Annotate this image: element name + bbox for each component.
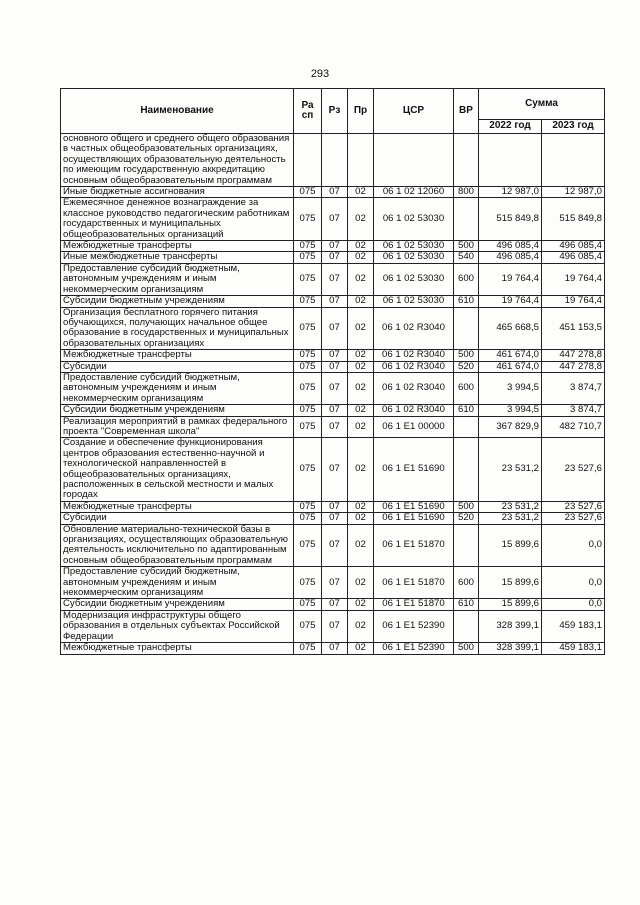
row-rasp: 075 xyxy=(294,350,322,361)
row-pr: 02 xyxy=(348,599,374,610)
row-rasp: 075 xyxy=(294,241,322,252)
row-vr xyxy=(454,134,479,187)
row-sum-2022: 461 674,0 xyxy=(479,361,542,372)
row-sum-2023: 447 278,8 xyxy=(542,361,605,372)
row-name: Модернизация инфраструктуры общего образования в отдельных субъектах Российской Федерации xyxy=(61,610,294,642)
row-pr: 02 xyxy=(348,567,374,599)
row-vr: 610 xyxy=(454,599,479,610)
table-row xyxy=(61,241,605,252)
row-sum-2023: 23 527,6 xyxy=(542,513,605,524)
row-sum-2023: 482 710,7 xyxy=(542,416,605,438)
row-rasp: 075 xyxy=(294,610,322,642)
row-sum-2023 xyxy=(542,134,605,187)
row-rz: 07 xyxy=(322,263,348,295)
row-rasp: 075 xyxy=(294,307,322,350)
row-name: Межбюджетные трансферты xyxy=(61,241,294,252)
row-rz: 07 xyxy=(322,405,348,416)
row-rz: 07 xyxy=(322,567,348,599)
table-row xyxy=(61,501,605,512)
table-row xyxy=(61,524,605,567)
header-vr: ВР xyxy=(454,89,479,134)
row-vr: 540 xyxy=(454,252,479,263)
row-rz: 07 xyxy=(322,643,348,654)
row-sum-2023: 0,0 xyxy=(542,524,605,567)
row-name: Межбюджетные трансферты xyxy=(61,501,294,512)
row-name: Субсидии xyxy=(61,361,294,372)
row-sum-2023: 23 527,6 xyxy=(542,438,605,501)
row-rz: 07 xyxy=(322,350,348,361)
table-row xyxy=(61,252,605,263)
row-sum-2022: 19 764,4 xyxy=(479,296,542,307)
row-name: Предоставление субсидий бюджетным, автономным учреждениям и иным некоммерческим организациям xyxy=(61,567,294,599)
row-vr: 520 xyxy=(454,361,479,372)
row-rasp: 075 xyxy=(294,252,322,263)
row-sum-2023: 515 849,8 xyxy=(542,198,605,241)
row-sum-2022: 23 531,2 xyxy=(479,501,542,512)
row-pr: 02 xyxy=(348,263,374,295)
row-sum-2022: 15 899,6 xyxy=(479,524,542,567)
row-name: Межбюджетные трансферты xyxy=(61,350,294,361)
row-pr: 02 xyxy=(348,405,374,416)
row-sum-2022: 19 764,4 xyxy=(479,263,542,295)
row-pr: 02 xyxy=(348,350,374,361)
row-rasp: 075 xyxy=(294,513,322,524)
table-row xyxy=(61,438,605,501)
row-rasp xyxy=(294,134,322,187)
row-rz: 07 xyxy=(322,187,348,198)
row-sum-2022: 496 085,4 xyxy=(479,252,542,263)
row-rz: 07 xyxy=(322,198,348,241)
table-row xyxy=(61,134,605,187)
row-rz: 07 xyxy=(322,241,348,252)
header-year-2023: 2023 год xyxy=(542,120,605,134)
row-rz xyxy=(322,134,348,187)
row-sum-2022: 496 085,4 xyxy=(479,241,542,252)
row-rasp: 075 xyxy=(294,198,322,241)
table-row xyxy=(61,198,605,241)
row-csr: 06 1 02 R3040 xyxy=(374,350,454,361)
row-pr: 02 xyxy=(348,241,374,252)
row-vr xyxy=(454,524,479,567)
row-rz: 07 xyxy=(322,610,348,642)
row-rasp: 075 xyxy=(294,438,322,501)
row-vr xyxy=(454,416,479,438)
header-csr: ЦСР xyxy=(374,89,454,134)
row-vr: 800 xyxy=(454,187,479,198)
row-rz: 07 xyxy=(322,361,348,372)
row-sum-2022: 3 994,5 xyxy=(479,372,542,404)
row-sum-2023: 3 874,7 xyxy=(542,405,605,416)
row-rasp: 075 xyxy=(294,501,322,512)
row-vr: 610 xyxy=(454,405,479,416)
row-sum-2022: 515 849,8 xyxy=(479,198,542,241)
row-sum-2023: 19 764,4 xyxy=(542,296,605,307)
row-sum-2023: 496 085,4 xyxy=(542,252,605,263)
row-name: Межбюджетные трансферты xyxy=(61,643,294,654)
row-csr: 06 1 02 53030 xyxy=(374,263,454,295)
page-number: 293 xyxy=(310,68,330,80)
row-csr: 06 1 02 53030 xyxy=(374,241,454,252)
table-row xyxy=(61,513,605,524)
row-name: Организация бесплатного горячего питания обучающихся, получающих начальное общее образование в государственных и муниципальных образовательных организациях xyxy=(61,307,294,350)
table-row xyxy=(61,263,605,295)
row-vr: 500 xyxy=(454,350,479,361)
row-csr: 06 1 E1 51870 xyxy=(374,524,454,567)
row-rasp: 075 xyxy=(294,643,322,654)
row-vr: 600 xyxy=(454,263,479,295)
row-pr: 02 xyxy=(348,513,374,524)
row-rasp: 075 xyxy=(294,599,322,610)
table-row xyxy=(61,307,605,350)
row-vr xyxy=(454,198,479,241)
row-vr: 610 xyxy=(454,296,479,307)
row-pr: 02 xyxy=(348,187,374,198)
row-pr: 02 xyxy=(348,438,374,501)
row-vr xyxy=(454,438,479,501)
row-csr: 06 1 02 12060 xyxy=(374,187,454,198)
row-csr: 06 1 02 R3040 xyxy=(374,405,454,416)
row-csr: 06 1 E1 52390 xyxy=(374,610,454,642)
table-row xyxy=(61,610,605,642)
row-vr: 500 xyxy=(454,501,479,512)
table-row xyxy=(61,187,605,198)
row-rz: 07 xyxy=(322,438,348,501)
row-rasp: 075 xyxy=(294,405,322,416)
row-rz: 07 xyxy=(322,372,348,404)
table-row xyxy=(61,416,605,438)
row-csr: 06 1 02 53030 xyxy=(374,198,454,241)
row-sum-2023: 459 183,1 xyxy=(542,643,605,654)
row-rz: 07 xyxy=(322,252,348,263)
row-sum-2023: 3 874,7 xyxy=(542,372,605,404)
row-name: Иные межбюджетные трансферты xyxy=(61,252,294,263)
header-year-2022: 2022 год xyxy=(479,120,542,134)
row-csr: 06 1 02 53030 xyxy=(374,296,454,307)
row-csr: 06 1 02 53030 xyxy=(374,252,454,263)
row-pr: 02 xyxy=(348,610,374,642)
row-rz: 07 xyxy=(322,524,348,567)
row-name: Субсидии бюджетным учреждениям xyxy=(61,405,294,416)
row-sum-2022: 367 829,9 xyxy=(479,416,542,438)
row-name: Субсидии бюджетным учреждениям xyxy=(61,296,294,307)
row-rasp: 075 xyxy=(294,567,322,599)
row-sum-2023: 19 764,4 xyxy=(542,263,605,295)
row-sum-2023: 0,0 xyxy=(542,599,605,610)
header-rz: Рз xyxy=(322,89,348,134)
header-pr: Пр xyxy=(348,89,374,134)
table-row xyxy=(61,350,605,361)
row-csr: 06 1 E1 52390 xyxy=(374,643,454,654)
row-rz: 07 xyxy=(322,416,348,438)
header-sum: Сумма xyxy=(479,89,605,120)
row-pr: 02 xyxy=(348,296,374,307)
row-sum-2023: 496 085,4 xyxy=(542,241,605,252)
row-rasp: 075 xyxy=(294,296,322,307)
row-rz: 07 xyxy=(322,599,348,610)
row-sum-2022 xyxy=(479,134,542,187)
row-sum-2023: 447 278,8 xyxy=(542,350,605,361)
row-sum-2022: 15 899,6 xyxy=(479,599,542,610)
row-name: основного общего и среднего общего образования в частных общеобразовательных организациях, осуществляющих образовательную деятельность по имеющим государственную аккредитацию основным общеобразовательным программам xyxy=(61,134,294,187)
row-sum-2022: 12 987,0 xyxy=(479,187,542,198)
row-csr: 06 1 02 R3040 xyxy=(374,361,454,372)
row-pr: 02 xyxy=(348,198,374,241)
row-name: Субсидии xyxy=(61,513,294,524)
row-rasp: 075 xyxy=(294,524,322,567)
row-sum-2022: 465 668,5 xyxy=(479,307,542,350)
row-rz: 07 xyxy=(322,513,348,524)
row-sum-2023: 0,0 xyxy=(542,567,605,599)
row-rasp: 075 xyxy=(294,372,322,404)
row-name: Реализация мероприятий в рамках федерального проекта "Современная школа" xyxy=(61,416,294,438)
row-sum-2022: 328 399,1 xyxy=(479,610,542,642)
row-vr: 600 xyxy=(454,372,479,404)
row-name: Создание и обеспечение функционирования центров образования естественно-научной и технологической направленностей в общеобразовательных организациях, расположенных в сельской местности и малых городах xyxy=(61,438,294,501)
header-rasp xyxy=(294,89,322,134)
row-vr: 500 xyxy=(454,643,479,654)
row-sum-2023: 459 183,1 xyxy=(542,610,605,642)
row-name: Обновление материально-технической базы в организациях, осуществляющих образовательную деятельность исключительно по адаптированным основным общеобразовательным программам xyxy=(61,524,294,567)
row-rasp: 075 xyxy=(294,187,322,198)
row-vr xyxy=(454,307,479,350)
row-pr: 02 xyxy=(348,307,374,350)
row-csr: 06 1 E1 51870 xyxy=(374,567,454,599)
row-sum-2022: 3 994,5 xyxy=(479,405,542,416)
row-csr: 06 1 E1 00000 xyxy=(374,416,454,438)
row-vr xyxy=(454,610,479,642)
row-pr: 02 xyxy=(348,372,374,404)
header-rasp-line2: сп xyxy=(301,110,314,121)
row-sum-2022: 328 399,1 xyxy=(479,643,542,654)
row-csr: 06 1 02 R3040 xyxy=(374,307,454,350)
row-pr: 02 xyxy=(348,361,374,372)
row-pr: 02 xyxy=(348,252,374,263)
row-csr: 06 1 02 R3040 xyxy=(374,372,454,404)
row-name: Ежемесячное денежное вознаграждение за классное руководство педагогическим работникам государственных и муниципальных общеобразовательных организаций xyxy=(61,198,294,241)
row-pr: 02 xyxy=(348,643,374,654)
row-csr xyxy=(374,134,454,187)
row-sum-2023: 451 153,5 xyxy=(542,307,605,350)
row-vr: 500 xyxy=(454,241,479,252)
row-rz: 07 xyxy=(322,296,348,307)
row-sum-2022: 23 531,2 xyxy=(479,513,542,524)
row-rasp: 075 xyxy=(294,263,322,295)
row-vr: 600 xyxy=(454,567,479,599)
table-row xyxy=(61,405,605,416)
row-name: Субсидии бюджетным учреждениям xyxy=(61,599,294,610)
row-pr xyxy=(348,134,374,187)
header-rasp-line1: Ра xyxy=(301,99,314,111)
row-sum-2022: 23 531,2 xyxy=(479,438,542,501)
row-rz: 07 xyxy=(322,307,348,350)
row-csr: 06 1 E1 51690 xyxy=(374,438,454,501)
row-rasp: 075 xyxy=(294,361,322,372)
budget-table xyxy=(60,88,605,655)
table-row xyxy=(61,643,605,654)
row-sum-2022: 461 674,0 xyxy=(479,350,542,361)
row-vr: 520 xyxy=(454,513,479,524)
row-pr: 02 xyxy=(348,524,374,567)
row-name: Иные бюджетные ассигнования xyxy=(61,187,294,198)
row-pr: 02 xyxy=(348,416,374,438)
row-pr: 02 xyxy=(348,501,374,512)
row-sum-2023: 12 987,0 xyxy=(542,187,605,198)
row-rz: 07 xyxy=(322,501,348,512)
table-row xyxy=(61,599,605,610)
row-csr: 06 1 E1 51690 xyxy=(374,501,454,512)
header-name: Наименование xyxy=(61,89,294,134)
table-row xyxy=(61,372,605,404)
row-csr: 06 1 E1 51870 xyxy=(374,599,454,610)
row-sum-2022: 15 899,6 xyxy=(479,567,542,599)
row-csr: 06 1 E1 51690 xyxy=(374,513,454,524)
row-name: Предоставление субсидий бюджетным, автономным учреждениям и иным некоммерческим организациям xyxy=(61,372,294,404)
table-row xyxy=(61,296,605,307)
row-sum-2023: 23 527,6 xyxy=(542,501,605,512)
table-row xyxy=(61,361,605,372)
row-name: Предоставление субсидий бюджетным, автономным учреждениям и иным некоммерческим организациям xyxy=(61,263,294,295)
table-row xyxy=(61,567,605,599)
row-rasp: 075 xyxy=(294,416,322,438)
